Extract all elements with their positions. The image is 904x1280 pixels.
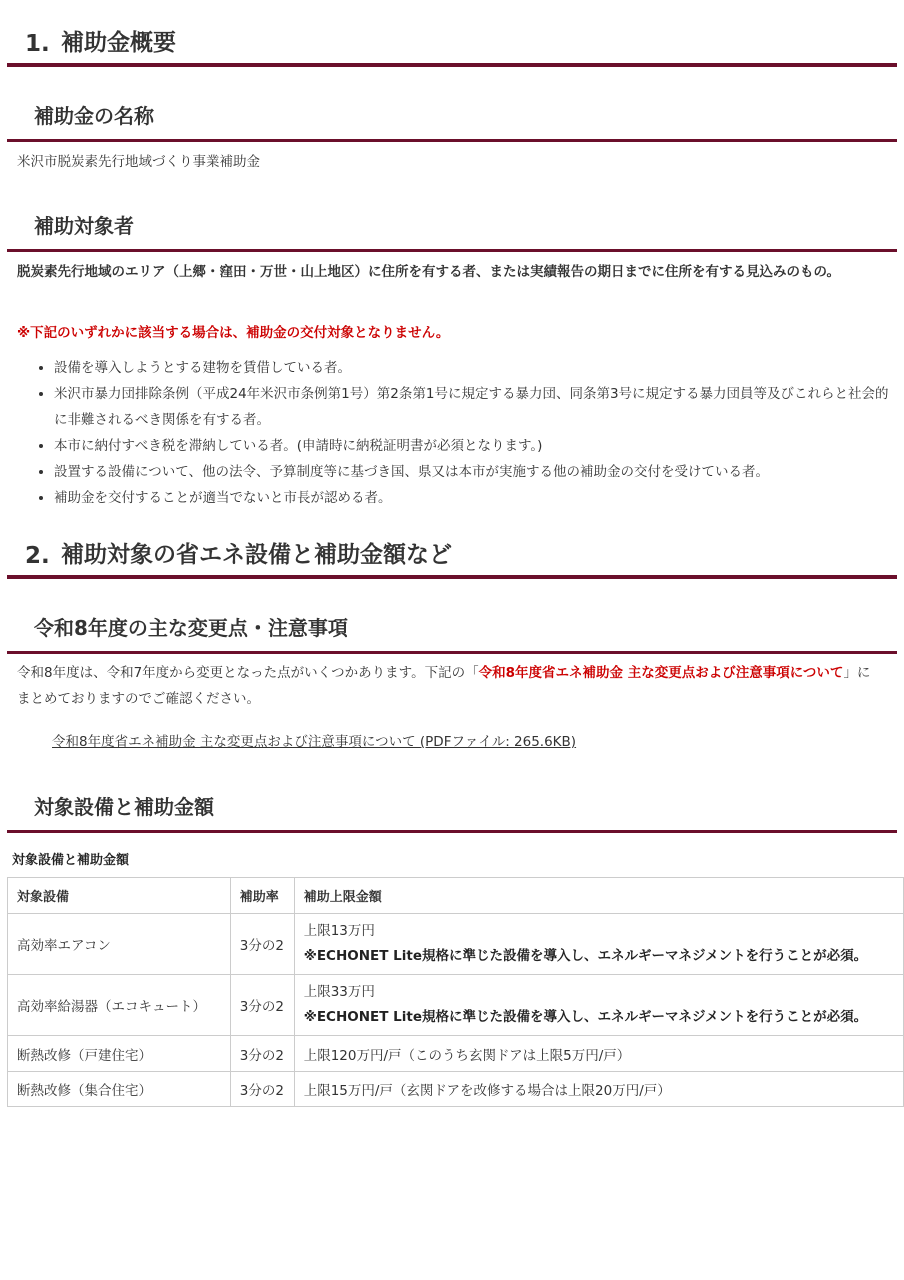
list-item: • 米沢市暴力団排除条例（平成24年米沢市条例第1号）第2条第1号に規定する暴力団、同条第3号に規定する暴力団員等及びこれらと社会的に非難されるべき関係を有する者。 — [54, 381, 897, 433]
subheading-changes — [7, 610, 897, 654]
equipment-name: 断熱改修（戸建住宅） — [8, 1036, 231, 1072]
subheading-title: 令和8年度の主な変更点・注意事項 — [34, 616, 348, 640]
table-row — [8, 1036, 904, 1072]
table-header-row — [8, 878, 904, 914]
section-heading-equipment — [7, 529, 897, 579]
subsidy-name-value: 米沢市脱炭素先行地域づくり事業補助金 — [17, 154, 260, 170]
changes-description — [17, 660, 877, 712]
table-caption: 対象設備と補助金額 — [12, 853, 130, 868]
list-item: • 設備を導入しようとする建物を賃借している者。 — [54, 355, 897, 381]
section-number: 1. — [25, 31, 50, 57]
section-title: 補助金概要 — [61, 30, 176, 56]
equipment-name: 断熱改修（集合住宅） — [8, 1072, 231, 1107]
list-item: • 設置する設備について、他の法令、予算制度等に基づき国、県又は本市が実施する他の補助金の交付を受けている者。 — [54, 459, 897, 485]
subsidy-rate: 3分の2 — [230, 1036, 294, 1072]
eligible-description: 脱炭素先行地域のエリア（上郷・窪田・万世・山上地区）に住所を有する者、または実績報告の期日までに住所を有する見込みのもの。 — [17, 264, 840, 280]
subheading-title: 対象設備と補助金額 — [34, 795, 214, 819]
equipment-name: 高効率給湯器（エコキュート） — [8, 975, 231, 1036]
table-row — [8, 914, 904, 975]
eligible-warning: ※下記のいずれかに該当する場合は、補助金の交付対象となりません。 — [17, 325, 450, 341]
subheading-eligible — [7, 208, 897, 252]
exclusion-list — [17, 355, 897, 511]
list-item: • 本市に納付すべき税を滞納している者。(申請時に納税証明書が必須となります。) — [54, 433, 897, 459]
section-title: 補助対象の省エネ設備と補助金額など — [61, 542, 452, 568]
subheading-equipment — [7, 789, 897, 833]
column-header: 補助上限金額 — [294, 878, 903, 914]
column-header: 対象設備 — [8, 878, 231, 914]
subsidy-note: ※ECHONET Lite規格に準じた設備を導入し、エネルギーマネジメントを行うことが必須。 — [303, 948, 868, 964]
subsidy-limit: 上限13万円 — [303, 923, 375, 939]
subheading-title: 補助金の名称 — [34, 104, 154, 128]
subsidy-limit: 上限33万円 — [303, 984, 375, 1000]
subheading-subsidy-name — [7, 98, 897, 142]
subsidy-limit-cell — [294, 914, 903, 975]
table-row — [8, 1072, 904, 1107]
subsidy-limit: 上限15万円/戸（玄関ドアを改修する場合は上限20万円/戸） — [294, 1072, 903, 1107]
subsidy-rate: 3分の2 — [230, 975, 294, 1036]
column-header: 補助率 — [230, 878, 294, 914]
subsidy-limit-cell — [294, 975, 903, 1036]
subsidy-rate: 3分の2 — [230, 1072, 294, 1107]
subheading-title: 補助対象者 — [34, 214, 134, 238]
subsidy-note: ※ECHONET Lite規格に準じた設備を導入し、エネルギーマネジメントを行うことが必須。 — [303, 1009, 868, 1025]
list-item: • 補助金を交付することが適当でないと市長が認める者。 — [54, 485, 897, 511]
equipment-name: 高効率エアコン — [8, 914, 231, 975]
equipment-table — [7, 877, 904, 1107]
subsidy-rate: 3分の2 — [230, 914, 294, 975]
pdf-download-link[interactable]: 令和8年度省エネ補助金 主な変更点および注意事項について (PDFファイル: 265.6KB) — [52, 734, 577, 750]
section-heading-overview — [7, 17, 897, 67]
subsidy-limit: 上限120万円/戸（このうち玄関ドアは上限5万円/戸） — [294, 1036, 903, 1072]
changes-text-before: 令和8年度は、令和7年度から変更となった点がいくつかあります。下記の「 — [17, 665, 479, 681]
table-row — [8, 975, 904, 1036]
changes-text-after: 」にまとめておりますのでご確認ください。 — [17, 665, 871, 707]
changes-highlight: 令和8年度省エネ補助金 主な変更点および注意事項について — [478, 665, 844, 681]
section-number: 2. — [25, 543, 50, 569]
